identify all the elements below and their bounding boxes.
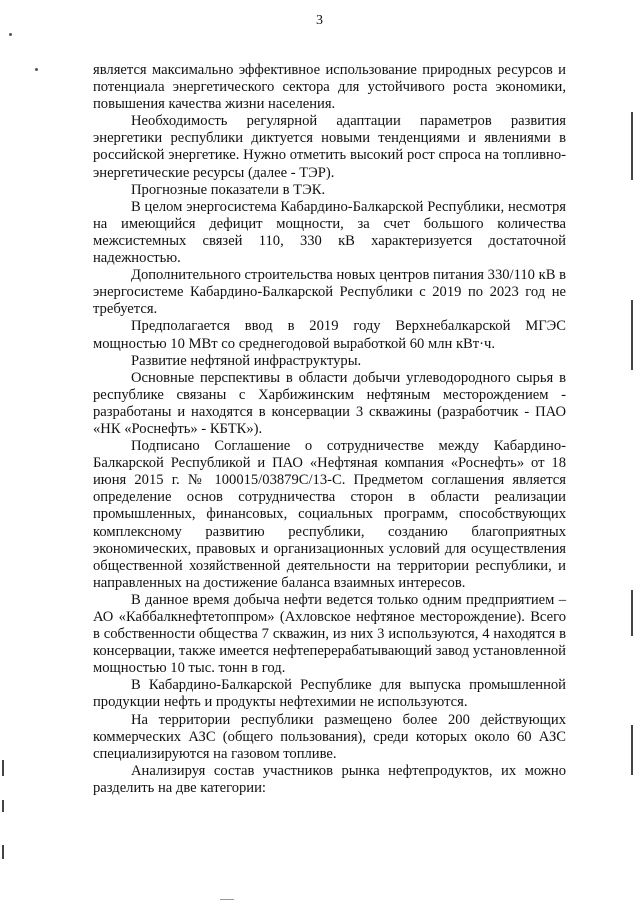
paragraph: В данное время добыча нефти ведется только одним предприятием – АО «Каббалкнефтетоппром» (Ахловское нефтяное месторождение). Всего в собственности общества 7 скважин, из них 3 используются, 4 находятся в консервации, также имеется нефтеперерабатывающий завод установленной мощностью 10 тыс. тонн в год. <box>93 591 566 677</box>
paragraph: Прогнозные показатели в ТЭК. <box>131 181 326 198</box>
paragraph: Предполагается ввод в 2019 году Верхнебалкарской МГЭС мощностью 10 МВт со среднегодовой выработкой 60 млн кВт·ч. <box>93 318 566 352</box>
document-body <box>93 62 566 797</box>
paragraph: является максимально эффективное использование природных ресурсов и потенциала энергетического сектора для устойчивого роста экономики, повышения качества жизни населения. <box>93 62 566 113</box>
paragraph: В целом энергосистема Кабардино-Балкарской Республики, несмотря на имеющийся дефицит мощности, за счет большого количества межсистемных связей 110, 330 кВ характеризуется достаточной надежностью. <box>93 198 566 267</box>
paragraph: Необходимость регулярной адаптации параметров развития энергетики республики диктуется новыми тенденциями и явлениями в российской энергетике. Нужно отметить высокий рост спроса на топливно-энергетические ресурсы (далее - ТЭР). <box>93 113 566 181</box>
scan-speck <box>35 68 38 71</box>
scan-margin-line <box>631 112 633 180</box>
scan-margin-line <box>631 725 633 775</box>
scan-edge-mark <box>2 760 4 776</box>
scan-edge-mark <box>2 845 4 859</box>
paragraph: На территории республики размещено более 200 действующих коммерческих АЗС (общего пользования), среди которых около 60 АЗС специализируются на газовом топливе. <box>93 711 566 762</box>
paragraph: Анализируя состав участников рынка нефтепродуктов, их можно разделить на две категории: <box>93 762 566 796</box>
paragraph: Подписано Соглашение о сотрудничестве между Кабардино-Балкарской Республикой и ПАО «Нефтяная компания «Роснефть» от 18 июня 2015 г. № 100015/03879С/13-С. Предметом соглашения является определение основ сотрудничества сторон в области реализации промышленных, финансовых, социальных программ, способствующих комплексному развитию республики, созданию благоприятных экономических, правовых и организационных условий для осуществления общественной хозяйственной деятельности на территории республики, и направленных на достижение баланса взаимных интересов. <box>93 438 566 591</box>
page-number: 3 <box>316 13 323 28</box>
paragraph: Основные перспективы в области добычи углеводородного сырья в республике связаны с Харбижинским нефтяным месторождением - разработаны и находятся в консервации 3 скважины (разработчик - ПАО «НК «Роснефть» - КБТК»). <box>93 369 566 437</box>
scan-bottom-dots <box>220 899 234 900</box>
scan-margin-line <box>631 590 633 636</box>
scan-edge-mark <box>2 800 4 812</box>
paragraph: В Кабардино-Балкарской Республике для выпуска промышленной продукции нефть и продукты нефтехимии не используются. <box>93 677 566 711</box>
paragraph: Дополнительного строительства новых центров питания 330/110 кВ в энергосистеме Кабардино-Балкарской Республики с 2019 по 2023 год не требуется. <box>93 267 566 318</box>
scan-margin-line <box>631 300 633 370</box>
paragraph: Развитие нефтяной инфраструктуры. <box>131 352 362 369</box>
scan-speck <box>9 33 12 36</box>
